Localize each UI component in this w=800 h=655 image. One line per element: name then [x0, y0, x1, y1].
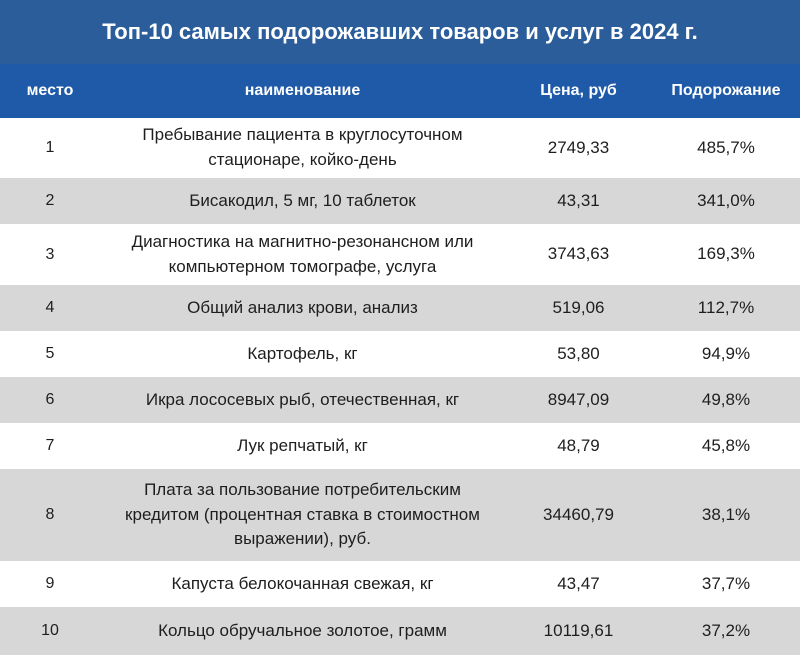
row-increase: 45,8% [701, 435, 751, 455]
header-rank: место [26, 82, 74, 99]
row-increase: 94,9% [701, 343, 751, 363]
row-rank: 1 [45, 139, 55, 157]
row-rank: 7 [45, 437, 55, 455]
row-increase: 38,1% [701, 504, 751, 524]
row-price: 43,31 [557, 190, 600, 210]
row-increase: 37,7% [701, 573, 751, 593]
row-price: 53,80 [557, 343, 600, 363]
row-name: Общий анализ крови, анализ [187, 297, 418, 317]
row-price: 34460,79 [543, 504, 614, 524]
row-increase: 169,3% [697, 244, 755, 264]
table-row [0, 469, 800, 561]
table-title: Топ-10 самых подорожавших товаров и услуг в 2024 г. [0, 0, 800, 64]
row-price: 2749,33 [547, 137, 610, 157]
header-increase: Подорожание [671, 82, 781, 99]
table-row [0, 561, 800, 607]
row-rank: 2 [45, 192, 55, 210]
row-name: Пребывание пациента в круглосуточном стационаре, койко-день [142, 125, 463, 169]
row-price: 519,06 [552, 297, 605, 317]
table-row [0, 377, 800, 423]
row-name: Капуста белокочанная свежая, кг [171, 573, 434, 593]
row-name: Картофель, кг [247, 343, 358, 363]
header-price: Цена, руб [540, 82, 617, 99]
table-body [0, 118, 800, 655]
row-rank: 5 [45, 345, 55, 363]
row-rank: 9 [45, 575, 55, 593]
table-row [0, 224, 800, 285]
row-increase: 37,2% [701, 620, 751, 640]
row-increase: 341,0% [697, 190, 755, 210]
row-price: 8947,09 [547, 389, 610, 409]
table-row [0, 607, 800, 655]
row-name: Бисакодил, 5 мг, 10 таблеток [189, 190, 416, 210]
row-name: Плата за пользование потребительским кредитом (процентная ставка в стоимостном выражении), руб. [125, 480, 480, 549]
row-name: Диагностика на магнитно-резонансном или компьютерном томографе, услуга [131, 231, 474, 276]
row-increase: 49,8% [701, 389, 751, 409]
table-row [0, 118, 800, 178]
row-name: Икра лососевых рыб, отечественная, кг [145, 389, 460, 409]
row-price: 48,79 [557, 435, 600, 455]
table-row [0, 331, 800, 377]
row-price: 10119,61 [543, 620, 614, 640]
row-increase: 112,7% [697, 297, 755, 317]
row-increase: 485,7% [697, 137, 755, 157]
row-rank: 4 [45, 299, 55, 317]
table-header [0, 64, 800, 118]
row-rank: 6 [45, 391, 55, 409]
table-row [0, 178, 800, 224]
row-rank: 8 [45, 506, 55, 524]
table-row [0, 285, 800, 331]
row-rank: 3 [45, 245, 55, 263]
row-price: 43,47 [557, 573, 600, 593]
table-row [0, 423, 800, 469]
row-rank: 10 [41, 622, 59, 640]
row-name: Лук репчатый, кг [237, 435, 368, 455]
header-name: наименование [244, 82, 361, 99]
row-price: 3743,63 [547, 244, 610, 264]
row-name: Кольцо обручальное золотое, грамм [158, 620, 447, 640]
